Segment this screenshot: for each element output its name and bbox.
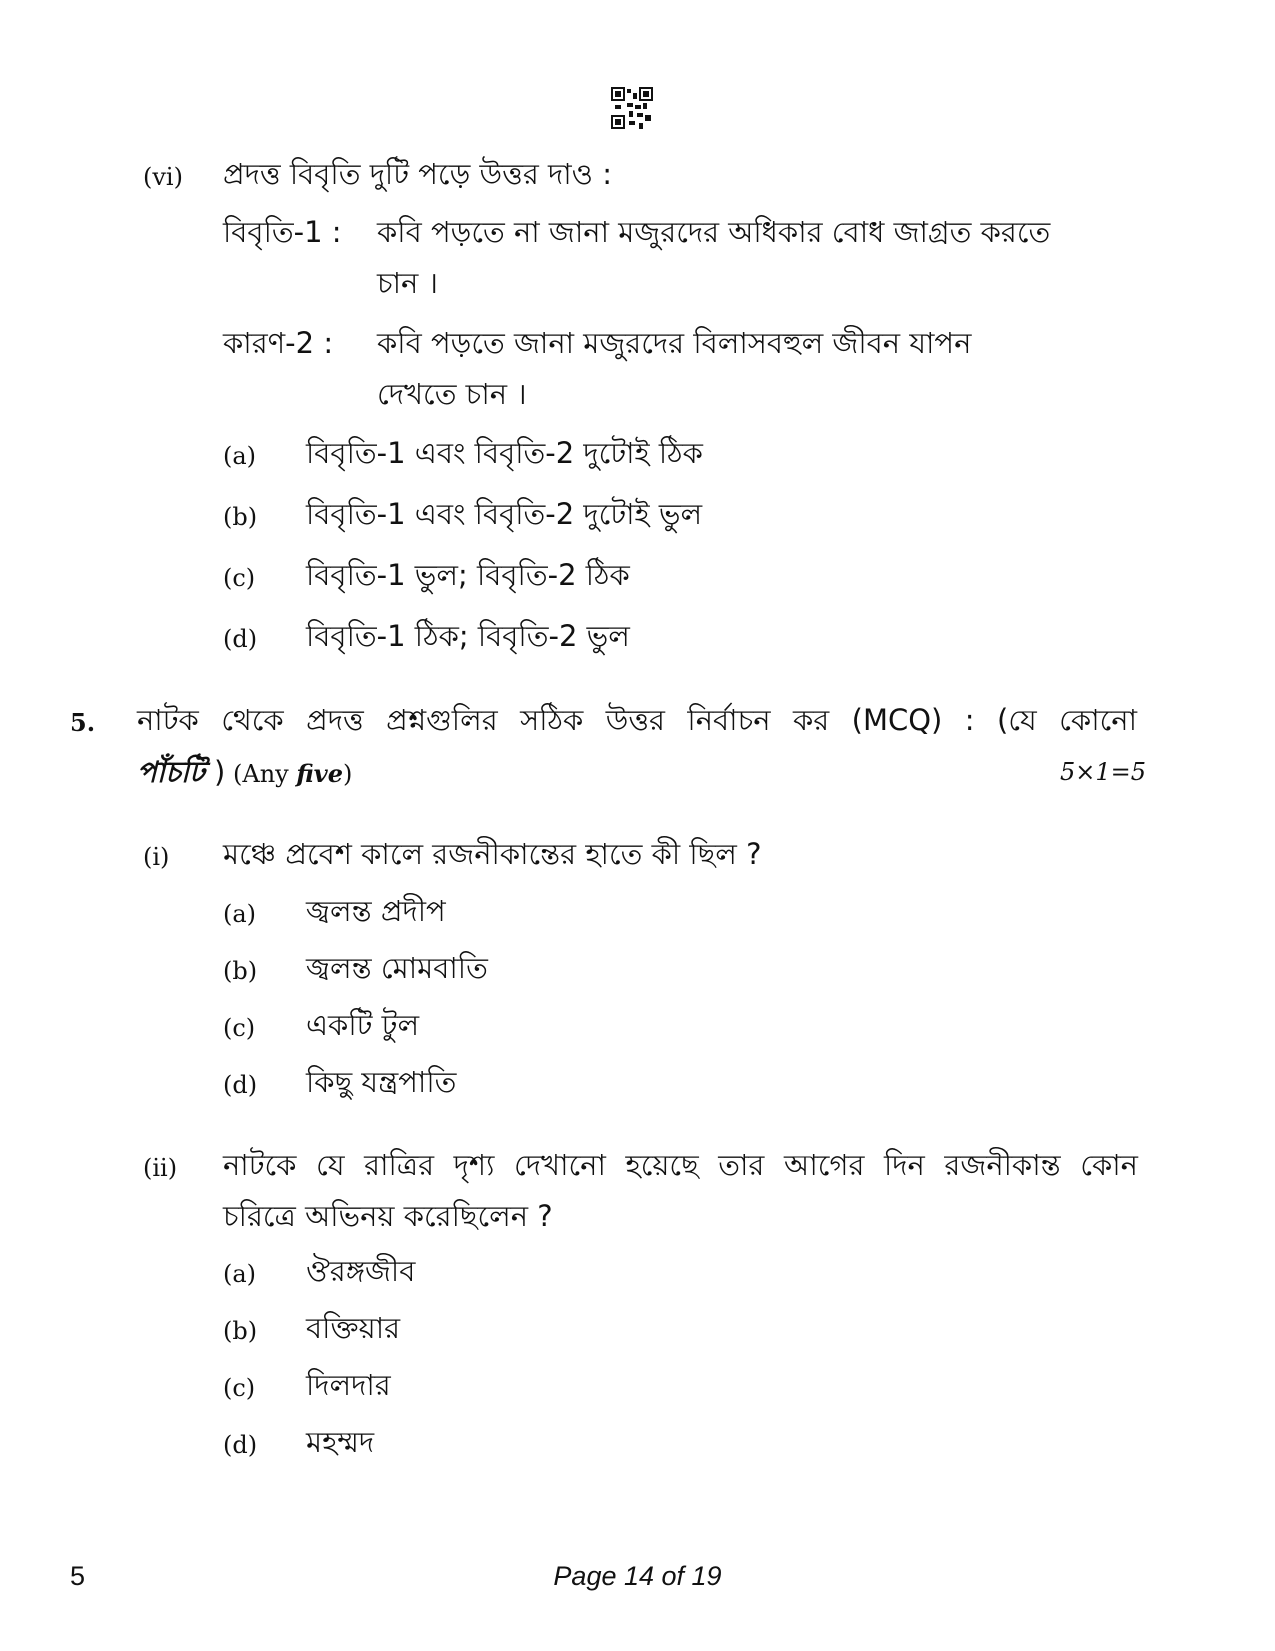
option-marker: (d) bbox=[223, 1431, 258, 1459]
paper-code: 5 bbox=[70, 1561, 86, 1591]
option-text: বিবৃতি-1 ঠিক; বিবৃতি-2 ভুল bbox=[306, 619, 630, 653]
statement-1-text-cont: চান । bbox=[377, 266, 438, 300]
emphasis-text: পাঁচটি bbox=[137, 755, 205, 789]
option-marker: (b) bbox=[223, 503, 258, 531]
option-marker: (b) bbox=[223, 957, 258, 985]
option-marker: (a) bbox=[223, 1260, 257, 1288]
option-text: বক্তিয়ার bbox=[306, 1311, 401, 1345]
option-text: মহম্মদ bbox=[306, 1425, 375, 1459]
question-5-text: নাটক থেকে প্রদত্ত প্রশ্নগুলির সঠিক উত্তর নির্বাচন কর (MCQ) : (যে কোনো bbox=[137, 703, 1137, 737]
statement-2-text-cont: দেখতে চান । bbox=[377, 377, 527, 411]
question-marker: (ii) bbox=[143, 1154, 178, 1182]
option-text: জ্বলন্ত মোমবাতি bbox=[306, 951, 488, 985]
option-marker: (d) bbox=[223, 625, 258, 653]
option-marker: (a) bbox=[223, 442, 257, 470]
english-emphasis: five bbox=[296, 759, 344, 788]
marks-label: 5×1=5 bbox=[1060, 758, 1147, 786]
statement-1-label: বিবৃতি-1 : bbox=[223, 215, 342, 249]
option-marker: (c) bbox=[223, 1014, 256, 1042]
page-number: Page 14 of 19 bbox=[553, 1561, 722, 1591]
option-text: বিবৃতি-1 এবং বিবৃতি-2 দুটোই ঠিক bbox=[306, 436, 703, 470]
option-text: জ্বলন্ত প্রদীপ bbox=[306, 894, 446, 928]
english-close: ) bbox=[343, 760, 353, 788]
question-text: প্রদত্ত বিবৃতি দুটি পড়ে উত্তর দাও : bbox=[223, 157, 612, 191]
question-text: নাটকে যে রাত্রির দৃশ্য দেখানো হয়েছে তার আগের দিন রজনীকান্ত কোন bbox=[223, 1148, 1138, 1182]
question-marker: (vi) bbox=[143, 163, 183, 191]
statement-2-label: কারণ-2 : bbox=[223, 326, 334, 360]
statement-2-text: কবি পড়তে জানা মজুরদের বিলাসবহুল জীবন যাপন bbox=[377, 326, 972, 360]
option-marker: (b) bbox=[223, 1317, 258, 1345]
paren-close: ) bbox=[204, 755, 226, 789]
statement-1-text: কবি পড়তে না জানা মজুরদের অধিকার বোধ জাগ্রত করতে bbox=[377, 215, 1051, 249]
question-text: মঞ্চে প্রবেশ কালে রজনীকান্তের হাতে কী ছিল ? bbox=[223, 837, 762, 871]
question-5-line-2 bbox=[137, 752, 352, 797]
option-marker: (c) bbox=[223, 1374, 256, 1402]
option-text: বিবৃতি-1 ভুল; বিবৃতি-2 ঠিক bbox=[306, 558, 630, 592]
option-text: একটি টুল bbox=[306, 1008, 420, 1042]
option-text: বিবৃতি-1 এবং বিবৃতি-2 দুটোই ভুল bbox=[306, 497, 703, 531]
option-text: ঔরঙ্গজীব bbox=[306, 1254, 416, 1288]
option-marker: (d) bbox=[223, 1071, 258, 1099]
question-number: 5. bbox=[70, 708, 96, 737]
english-text: (Any bbox=[225, 760, 297, 788]
option-marker: (a) bbox=[223, 900, 257, 928]
option-text: কিছু যন্ত্রপাতি bbox=[306, 1065, 457, 1099]
question-marker: (i) bbox=[143, 843, 170, 871]
option-text: দিলদার bbox=[306, 1368, 391, 1402]
option-marker: (c) bbox=[223, 564, 256, 592]
question-text-cont: চরিত্রে অভিনয় করেছিলেন ? bbox=[223, 1199, 553, 1233]
qr-code-icon bbox=[611, 87, 653, 129]
